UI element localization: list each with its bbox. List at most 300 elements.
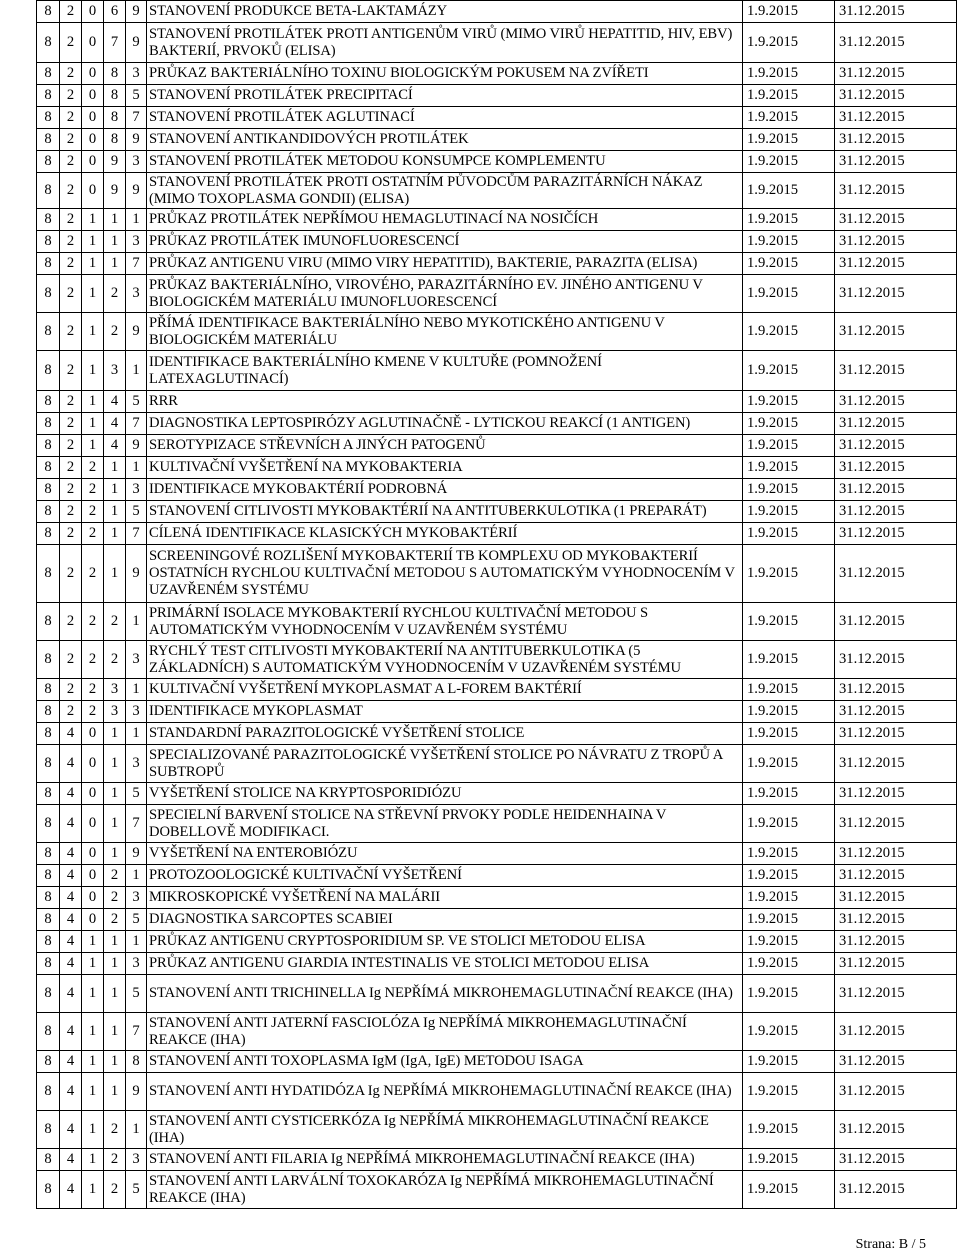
code-digit: 8 [37, 129, 60, 151]
code-digit: 4 [104, 435, 126, 457]
code-digit: 9 [126, 843, 147, 865]
valid-from-date: 1.9.2015 [743, 1073, 835, 1111]
code-digit: 0 [82, 909, 104, 931]
table-row [37, 679, 957, 701]
valid-to-date: 31.12.2015 [835, 1, 957, 23]
code-digit: 2 [60, 63, 82, 85]
table-row [37, 435, 957, 457]
valid-from-date: 1.9.2015 [743, 129, 835, 151]
code-digit: 4 [60, 1171, 82, 1209]
code-digit: 8 [37, 1111, 60, 1149]
valid-to-date: 31.12.2015 [835, 173, 957, 209]
code-digit: 1 [104, 1073, 126, 1111]
code-digit: 8 [37, 603, 60, 641]
code-digit: 2 [104, 909, 126, 931]
code-digit: 8 [37, 1149, 60, 1171]
valid-to-date: 31.12.2015 [835, 107, 957, 129]
procedure-name: PRŮKAZ PROTILÁTEK NEPŘÍMOU HEMAGLUTINACÍ NA NOSIČÍCH [147, 209, 743, 231]
procedure-name: STANOVENÍ PROTILÁTEK PRECIPITACÍ [147, 85, 743, 107]
code-digit: 2 [82, 457, 104, 479]
table-row [37, 209, 957, 231]
table-row [37, 1149, 957, 1171]
code-digit: 0 [82, 107, 104, 129]
table-row [37, 1171, 957, 1209]
table-row [37, 953, 957, 975]
code-digit: 2 [60, 501, 82, 523]
code-digit: 1 [82, 953, 104, 975]
procedure-name: PROTOZOOLOGICKÉ KULTIVAČNÍ VYŠETŘENÍ [147, 865, 743, 887]
valid-to-date: 31.12.2015 [835, 351, 957, 391]
procedure-name: PRŮKAZ ANTIGENU CRYPTOSPORIDIUM SP. VE STOLICI METODOU ELISA [147, 931, 743, 953]
page-number: Strana: B / 5 [855, 1237, 926, 1252]
code-digit: 0 [82, 173, 104, 209]
valid-from-date: 1.9.2015 [743, 1051, 835, 1073]
valid-to-date: 31.12.2015 [835, 953, 957, 975]
code-digit: 1 [104, 723, 126, 745]
code-digit: 8 [37, 1073, 60, 1111]
valid-to-date: 31.12.2015 [835, 129, 957, 151]
table-row [37, 479, 957, 501]
procedure-name: DIAGNOSTIKA LEPTOSPIRÓZY AGLUTINAČNĚ - LYTICKOU REAKCÍ (1 ANTIGEN) [147, 413, 743, 435]
valid-to-date: 31.12.2015 [835, 679, 957, 701]
table-row [37, 231, 957, 253]
procedure-name: PRŮKAZ BAKTERIÁLNÍHO TOXINU BIOLOGICKÝM POKUSEM NA ZVÍŘETI [147, 63, 743, 85]
code-digit: 1 [104, 523, 126, 545]
valid-to-date: 31.12.2015 [835, 479, 957, 501]
code-digit: 0 [82, 805, 104, 843]
valid-to-date: 31.12.2015 [835, 805, 957, 843]
code-digit: 1 [104, 783, 126, 805]
code-digit: 7 [126, 107, 147, 129]
valid-to-date: 31.12.2015 [835, 413, 957, 435]
code-digit: 1 [104, 479, 126, 501]
valid-to-date: 31.12.2015 [835, 275, 957, 313]
code-digit: 8 [37, 909, 60, 931]
code-digit: 4 [60, 865, 82, 887]
procedure-table [36, 0, 957, 1209]
valid-from-date: 1.9.2015 [743, 1111, 835, 1149]
procedure-name: STANOVENÍ PROTILÁTEK PROTI OSTATNÍM PŮVODCŮM PARAZITÁRNÍCH NÁKAZ (MIMO TOXOPLASMA GONDII) (ELISA) [147, 173, 743, 209]
valid-from-date: 1.9.2015 [743, 501, 835, 523]
table-row [37, 1051, 957, 1073]
procedure-name: CÍLENÁ IDENTIFIKACE KLASICKÝCH MYKOBAKTÉRIÍ [147, 523, 743, 545]
code-digit: 2 [104, 887, 126, 909]
code-digit: 8 [37, 1, 60, 23]
valid-from-date: 1.9.2015 [743, 413, 835, 435]
code-digit: 2 [82, 523, 104, 545]
code-digit: 1 [82, 253, 104, 275]
table-row [37, 275, 957, 313]
valid-to-date: 31.12.2015 [835, 701, 957, 723]
code-digit: 1 [126, 679, 147, 701]
procedure-name: PŘÍMÁ IDENTIFIKACE BAKTERIÁLNÍHO NEBO MYKOTICKÉHO ANTIGENU V BIOLOGICKÉM MATERIÁLU [147, 313, 743, 351]
code-digit: 5 [126, 1171, 147, 1209]
table-row [37, 887, 957, 909]
valid-from-date: 1.9.2015 [743, 1013, 835, 1051]
valid-from-date: 1.9.2015 [743, 85, 835, 107]
code-digit: 1 [82, 391, 104, 413]
procedure-name: SPECIALIZOVANÉ PARAZITOLOGICKÉ VYŠETŘENÍ STOLICE PO NÁVRATU Z TROPŮ A SUBTROPŮ [147, 745, 743, 783]
code-digit: 2 [104, 313, 126, 351]
code-digit: 8 [37, 253, 60, 275]
code-digit: 9 [126, 435, 147, 457]
code-digit: 8 [37, 865, 60, 887]
valid-to-date: 31.12.2015 [835, 391, 957, 413]
code-digit: 8 [37, 231, 60, 253]
valid-to-date: 31.12.2015 [835, 1149, 957, 1171]
code-digit: 3 [126, 231, 147, 253]
code-digit: 8 [37, 641, 60, 679]
code-digit: 8 [37, 843, 60, 865]
code-digit: 2 [60, 129, 82, 151]
code-digit: 4 [60, 1073, 82, 1111]
procedure-name: PRŮKAZ PROTILÁTEK IMUNOFLUORESCENCÍ [147, 231, 743, 253]
valid-from-date: 1.9.2015 [743, 865, 835, 887]
code-digit: 2 [60, 107, 82, 129]
code-digit: 2 [60, 413, 82, 435]
code-digit: 0 [82, 745, 104, 783]
valid-from-date: 1.9.2015 [743, 745, 835, 783]
code-digit: 5 [126, 783, 147, 805]
code-digit: 1 [82, 231, 104, 253]
table-row [37, 351, 957, 391]
procedure-name: VYŠETŘENÍ NA ENTEROBIÓZU [147, 843, 743, 865]
code-digit: 4 [60, 843, 82, 865]
code-digit: 8 [37, 275, 60, 313]
valid-to-date: 31.12.2015 [835, 603, 957, 641]
procedure-name: SCREENINGOVÉ ROZLIŠENÍ MYKOBAKTERIÍ TB KOMPLEXU OD MYKOBAKTERIÍ OSTATNÍCH RYCHLOU KULTIVAČNÍ METODOU S AUTOMATICKÝM VYHODNOCENÍM V UZAVŘENÉM SYSTÉMU [147, 545, 743, 603]
code-digit: 8 [37, 413, 60, 435]
table-row [37, 85, 957, 107]
code-digit: 8 [104, 107, 126, 129]
valid-from-date: 1.9.2015 [743, 457, 835, 479]
code-digit: 0 [82, 887, 104, 909]
valid-to-date: 31.12.2015 [835, 975, 957, 1013]
code-digit: 1 [104, 1051, 126, 1073]
table-row [37, 783, 957, 805]
table-row [37, 63, 957, 85]
code-digit: 3 [104, 679, 126, 701]
code-digit: 2 [104, 641, 126, 679]
code-digit: 1 [82, 975, 104, 1013]
code-digit: 0 [82, 865, 104, 887]
code-digit: 9 [126, 23, 147, 63]
code-digit: 8 [37, 805, 60, 843]
code-digit: 8 [37, 953, 60, 975]
valid-from-date: 1.9.2015 [743, 603, 835, 641]
code-digit: 2 [60, 435, 82, 457]
code-digit: 2 [60, 151, 82, 173]
code-digit: 8 [37, 351, 60, 391]
valid-from-date: 1.9.2015 [743, 843, 835, 865]
code-digit: 2 [60, 313, 82, 351]
code-digit: 5 [126, 85, 147, 107]
code-digit: 2 [60, 701, 82, 723]
code-digit: 1 [82, 1149, 104, 1171]
code-digit: 2 [60, 351, 82, 391]
valid-from-date: 1.9.2015 [743, 1, 835, 23]
code-digit: 2 [60, 679, 82, 701]
code-digit: 3 [126, 887, 147, 909]
code-digit: 1 [82, 1073, 104, 1111]
code-digit: 8 [37, 151, 60, 173]
code-digit: 8 [37, 63, 60, 85]
code-digit: 2 [60, 391, 82, 413]
table-row [37, 723, 957, 745]
code-digit: 8 [37, 783, 60, 805]
code-digit: 4 [60, 931, 82, 953]
valid-from-date: 1.9.2015 [743, 107, 835, 129]
valid-from-date: 1.9.2015 [743, 909, 835, 931]
table-row [37, 603, 957, 641]
procedure-name: STANOVENÍ ANTI FILARIA Ig NEPŘÍMÁ MIKROHEMAGLUTINAČNÍ REAKCE (IHA) [147, 1149, 743, 1171]
code-digit: 0 [82, 129, 104, 151]
table-row [37, 413, 957, 435]
code-digit: 2 [60, 173, 82, 209]
code-digit: 2 [60, 641, 82, 679]
valid-to-date: 31.12.2015 [835, 641, 957, 679]
code-digit: 2 [104, 1149, 126, 1171]
code-digit: 1 [104, 1013, 126, 1051]
table-row [37, 1013, 957, 1051]
code-digit: 1 [82, 351, 104, 391]
code-digit: 1 [82, 1171, 104, 1209]
table-row [37, 23, 957, 63]
code-digit: 2 [60, 85, 82, 107]
code-digit: 3 [126, 745, 147, 783]
code-digit: 9 [126, 1073, 147, 1111]
table-row [37, 909, 957, 931]
valid-to-date: 31.12.2015 [835, 745, 957, 783]
procedure-name: IDENTIFIKACE MYKOBAKTÉRIÍ PODROBNÁ [147, 479, 743, 501]
valid-to-date: 31.12.2015 [835, 151, 957, 173]
valid-to-date: 31.12.2015 [835, 253, 957, 275]
valid-from-date: 1.9.2015 [743, 805, 835, 843]
procedure-name: KULTIVAČNÍ VYŠETŘENÍ MYKOPLASMAT A L-FOREM BAKTÉRIÍ [147, 679, 743, 701]
code-digit: 3 [126, 479, 147, 501]
code-digit: 3 [126, 1149, 147, 1171]
code-digit: 2 [60, 603, 82, 641]
valid-from-date: 1.9.2015 [743, 679, 835, 701]
code-digit: 0 [82, 783, 104, 805]
valid-from-date: 1.9.2015 [743, 231, 835, 253]
code-digit: 9 [126, 545, 147, 603]
valid-from-date: 1.9.2015 [743, 701, 835, 723]
code-digit: 9 [126, 1, 147, 23]
valid-to-date: 31.12.2015 [835, 63, 957, 85]
valid-to-date: 31.12.2015 [835, 1111, 957, 1149]
code-digit: 9 [126, 173, 147, 209]
valid-to-date: 31.12.2015 [835, 545, 957, 603]
valid-from-date: 1.9.2015 [743, 435, 835, 457]
table-row [37, 641, 957, 679]
code-digit: 1 [82, 313, 104, 351]
code-digit: 4 [60, 975, 82, 1013]
code-digit: 2 [82, 701, 104, 723]
code-digit: 1 [82, 1111, 104, 1149]
procedure-name: STANOVENÍ ANTI JATERNÍ FASCIOLÓZA Ig NEPŘÍMÁ MIKROHEMAGLUTINAČNÍ REAKCE (IHA) [147, 1013, 743, 1051]
code-digit: 0 [82, 151, 104, 173]
code-digit: 0 [82, 63, 104, 85]
valid-from-date: 1.9.2015 [743, 151, 835, 173]
valid-to-date: 31.12.2015 [835, 1051, 957, 1073]
procedure-name: MIKROSKOPICKÉ VYŠETŘENÍ NA MALÁRII [147, 887, 743, 909]
procedure-name: PRŮKAZ ANTIGENU GIARDIA INTESTINALIS VE STOLICI METODOU ELISA [147, 953, 743, 975]
code-digit: 3 [104, 701, 126, 723]
code-digit: 8 [37, 457, 60, 479]
code-digit: 4 [60, 1111, 82, 1149]
code-digit: 3 [104, 351, 126, 391]
valid-to-date: 31.12.2015 [835, 231, 957, 253]
code-digit: 8 [37, 523, 60, 545]
valid-to-date: 31.12.2015 [835, 435, 957, 457]
code-digit: 2 [104, 865, 126, 887]
table-row [37, 931, 957, 953]
code-digit: 2 [60, 1, 82, 23]
code-digit: 8 [37, 745, 60, 783]
code-digit: 1 [126, 351, 147, 391]
code-digit: 2 [82, 679, 104, 701]
code-digit: 4 [104, 391, 126, 413]
valid-to-date: 31.12.2015 [835, 1073, 957, 1111]
code-digit: 1 [82, 1013, 104, 1051]
code-digit: 3 [126, 701, 147, 723]
valid-from-date: 1.9.2015 [743, 723, 835, 745]
code-digit: 1 [104, 745, 126, 783]
code-digit: 4 [60, 909, 82, 931]
valid-from-date: 1.9.2015 [743, 953, 835, 975]
table-row [37, 545, 957, 603]
code-digit: 4 [60, 745, 82, 783]
procedure-name: PRŮKAZ ANTIGENU VIRU (MIMO VIRY HEPATITID), BAKTERIE, PARAZITA (ELISA) [147, 253, 743, 275]
code-digit: 8 [37, 545, 60, 603]
code-digit: 8 [37, 679, 60, 701]
table-row [37, 701, 957, 723]
code-digit: 8 [37, 23, 60, 63]
procedure-name: STANDARDNÍ PARAZITOLOGICKÉ VYŠETŘENÍ STOLICE [147, 723, 743, 745]
table-row [37, 313, 957, 351]
procedure-name: STANOVENÍ ANTI HYDATIDÓZA Ig NEPŘÍMÁ MIKROHEMAGLUTINAČNÍ REAKCE (IHA) [147, 1073, 743, 1111]
table-row [37, 151, 957, 173]
code-digit: 8 [37, 931, 60, 953]
code-digit: 1 [126, 1111, 147, 1149]
code-digit: 5 [126, 975, 147, 1013]
code-digit: 7 [126, 413, 147, 435]
code-digit: 7 [126, 1013, 147, 1051]
code-digit: 4 [60, 723, 82, 745]
code-digit: 8 [37, 1171, 60, 1209]
valid-to-date: 31.12.2015 [835, 843, 957, 865]
valid-to-date: 31.12.2015 [835, 783, 957, 805]
code-digit: 9 [104, 173, 126, 209]
valid-to-date: 31.12.2015 [835, 1171, 957, 1209]
procedure-name: PRŮKAZ BAKTERIÁLNÍHO, VIROVÉHO, PARAZITÁRNÍHO EV. JINÉHO ANTIGENU V BIOLOGICKÉM MATERIÁLU IMUNOFLUORESCENCÍ [147, 275, 743, 313]
code-digit: 9 [126, 129, 147, 151]
code-digit: 7 [104, 23, 126, 63]
valid-from-date: 1.9.2015 [743, 23, 835, 63]
valid-to-date: 31.12.2015 [835, 23, 957, 63]
valid-to-date: 31.12.2015 [835, 1013, 957, 1051]
code-digit: 4 [104, 413, 126, 435]
valid-to-date: 31.12.2015 [835, 723, 957, 745]
code-digit: 7 [126, 805, 147, 843]
table-row [37, 173, 957, 209]
code-digit: 5 [126, 909, 147, 931]
table-row [37, 1111, 957, 1149]
code-digit: 4 [60, 1051, 82, 1073]
procedure-name: VYŠETŘENÍ STOLICE NA KRYPTOSPORIDIÓZU [147, 783, 743, 805]
code-digit: 2 [60, 209, 82, 231]
code-digit: 2 [60, 523, 82, 545]
table-row [37, 1, 957, 23]
code-digit: 1 [82, 275, 104, 313]
code-digit: 8 [37, 975, 60, 1013]
code-digit: 2 [60, 545, 82, 603]
code-digit: 8 [37, 1051, 60, 1073]
code-digit: 0 [82, 723, 104, 745]
code-digit: 2 [60, 479, 82, 501]
code-digit: 2 [82, 501, 104, 523]
procedure-name: PRIMÁRNÍ ISOLACE MYKOBAKTERIÍ RYCHLOU KULTIVAČNÍ METODOU S AUTOMATICKÝM VYHODNOCENÍM V UZAVŘENÉM SYSTÉMU [147, 603, 743, 641]
code-digit: 2 [82, 479, 104, 501]
code-digit: 5 [126, 501, 147, 523]
code-digit: 4 [60, 1149, 82, 1171]
code-digit: 4 [60, 953, 82, 975]
code-digit: 1 [104, 253, 126, 275]
procedure-name: STANOVENÍ ANTI LARVÁLNÍ TOXOKARÓZA Ig NEPŘÍMÁ MIKROHEMAGLUTINAČNÍ REAKCE (IHA) [147, 1171, 743, 1209]
valid-from-date: 1.9.2015 [743, 1171, 835, 1209]
table-row [37, 843, 957, 865]
procedure-name: RRR [147, 391, 743, 413]
valid-from-date: 1.9.2015 [743, 931, 835, 953]
procedure-name: KULTIVAČNÍ VYŠETŘENÍ NA MYKOBAKTERIA [147, 457, 743, 479]
table-row [37, 745, 957, 783]
valid-from-date: 1.9.2015 [743, 523, 835, 545]
table-row [37, 391, 957, 413]
code-digit: 8 [37, 723, 60, 745]
code-digit: 8 [37, 435, 60, 457]
table-row [37, 865, 957, 887]
code-digit: 3 [126, 63, 147, 85]
valid-to-date: 31.12.2015 [835, 209, 957, 231]
table-row [37, 501, 957, 523]
code-digit: 1 [82, 209, 104, 231]
code-digit: 1 [104, 501, 126, 523]
code-digit: 8 [37, 887, 60, 909]
table-row [37, 107, 957, 129]
code-digit: 8 [37, 173, 60, 209]
code-digit: 4 [60, 805, 82, 843]
code-digit: 2 [104, 1171, 126, 1209]
code-digit: 8 [104, 63, 126, 85]
code-digit: 2 [82, 545, 104, 603]
code-digit: 8 [37, 701, 60, 723]
code-digit: 1 [104, 975, 126, 1013]
code-digit: 8 [37, 1013, 60, 1051]
table-row [37, 805, 957, 843]
valid-to-date: 31.12.2015 [835, 523, 957, 545]
code-digit: 1 [104, 805, 126, 843]
valid-from-date: 1.9.2015 [743, 173, 835, 209]
code-digit: 6 [104, 1, 126, 23]
code-digit: 0 [82, 85, 104, 107]
table-row [37, 253, 957, 275]
procedure-name: STANOVENÍ ANTI TOXOPLASMA IgM (IgA, IgE) METODOU ISAGA [147, 1051, 743, 1073]
code-digit: 8 [37, 107, 60, 129]
code-digit: 1 [104, 545, 126, 603]
code-digit: 1 [126, 209, 147, 231]
code-digit: 1 [126, 865, 147, 887]
